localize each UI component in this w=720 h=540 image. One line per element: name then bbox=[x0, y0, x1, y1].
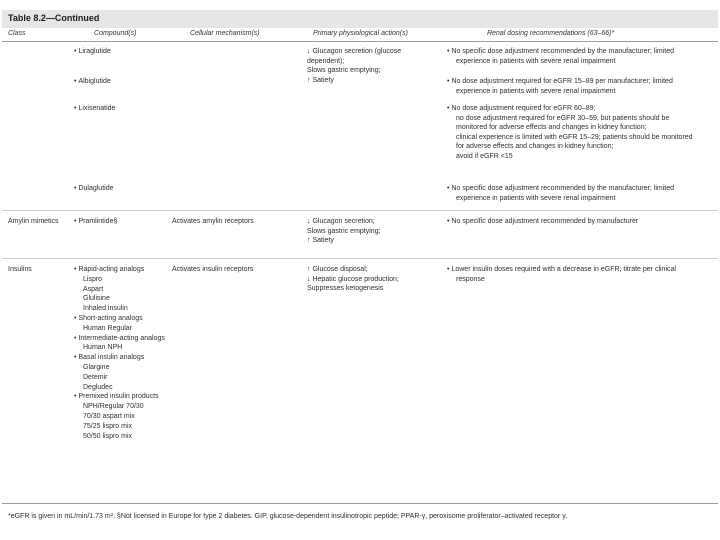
glp1-action-line: ↓ Glucagon secretion (glucose bbox=[307, 48, 402, 55]
renal-line: • No specific dose adjustment recommended by the manufacturer; limited bbox=[447, 184, 674, 194]
header-class: Class bbox=[8, 30, 26, 37]
renal-line: • Lower insulin doses required with a decrease in eGFR; titrate per clinical bbox=[447, 265, 676, 275]
insulin-compound: 70/30 aspart mix bbox=[83, 412, 135, 420]
table-title: Table 8.2—Continued bbox=[8, 13, 100, 23]
insulin-action bbox=[307, 265, 399, 294]
glp1-action-line: dependent); bbox=[307, 57, 345, 65]
insulin-compound: • Rapid-acting analogs bbox=[74, 265, 165, 275]
renal-albiglutide bbox=[447, 77, 673, 96]
renal-line: experience in patients with severe renal impairment bbox=[456, 57, 616, 65]
class-insulins: Insulins bbox=[8, 266, 32, 273]
compound-liraglutide: • Liraglutide bbox=[74, 47, 111, 57]
renal-line: monitored for adverse effects and changes in kidney function; bbox=[456, 124, 647, 132]
glp1-action bbox=[307, 47, 401, 85]
renal-line: avoid if eGFR <15 bbox=[456, 152, 513, 160]
renal-line: response bbox=[456, 275, 485, 283]
renal-line: no dose adjustment required for eGFR 30–59, but patients should be bbox=[456, 114, 670, 122]
insulin-compound: Human NPH bbox=[83, 344, 123, 352]
compound-lixisenatide: • Lixisenatide bbox=[74, 104, 115, 114]
renal-liraglutide bbox=[447, 47, 674, 66]
insulin-mechanism: Activates insulin receptors bbox=[172, 266, 254, 273]
amylin-action-line: ↓ Glucagon secretion; bbox=[307, 218, 375, 225]
renal-line: clinical experience is limited with eGFR 15–29; patients should be monitored bbox=[456, 133, 693, 141]
insulin-compound: • Premixed insulin products bbox=[74, 392, 165, 402]
table-bottom-rule bbox=[2, 503, 718, 504]
insulin-compound: Glulisine bbox=[83, 295, 110, 303]
compound-pramlintide: • Pramlintide§ bbox=[74, 217, 117, 227]
insulin-compound: • Basal insulin analogs bbox=[74, 353, 165, 363]
amylin-action-line: ↑ Satiety bbox=[307, 237, 334, 245]
header-compounds: Compound(s) bbox=[94, 30, 137, 37]
renal-line: experience in patients with severe renal impairment bbox=[456, 194, 616, 202]
row-divider bbox=[2, 258, 718, 259]
insulin-compound: Human Regular bbox=[83, 324, 133, 332]
amylin-renal: • No specific dose adjustment recommended by manufacturer bbox=[447, 217, 638, 227]
renal-line: experience in patients with severe renal impairment bbox=[456, 87, 616, 95]
insulin-action-line: Suppresses ketogenesis bbox=[307, 285, 384, 293]
header-action: Primary physiological action(s) bbox=[313, 30, 408, 37]
glp1-action-line: ↑ Satiety bbox=[307, 76, 334, 84]
insulin-compound: 75/25 lispro mix bbox=[83, 422, 133, 430]
insulin-compound: Glargine bbox=[83, 363, 110, 371]
renal-line: for adverse effects and changes in kidney function; bbox=[456, 143, 614, 151]
insulin-compound: • Intermediate-acting analogs bbox=[74, 334, 165, 344]
class-amylin: Amylin mimetics bbox=[8, 218, 59, 225]
insulin-compound: NPH/Regular 70/30 bbox=[83, 403, 144, 411]
insulin-compound-list bbox=[74, 265, 165, 441]
amylin-mechanism: Activates amylin receptors bbox=[172, 218, 254, 225]
insulin-compound: Detemir bbox=[83, 373, 108, 381]
renal-line: • No specific dose adjustment recommended by the manufacturer; limited bbox=[447, 47, 674, 57]
compound-dulaglutide: • Dulaglutide bbox=[74, 184, 113, 194]
insulin-compound: Degludec bbox=[83, 383, 113, 391]
insulin-compound: Inhaled insulin bbox=[83, 305, 128, 313]
renal-line: • No dose adjustment required for eGFR 60–89; bbox=[447, 104, 693, 114]
glp1-action-line: Slows gastric emptying; bbox=[307, 67, 381, 75]
renal-line: • No dose adjustment required for eGFR 15–89 per manufacturer; limited bbox=[447, 77, 673, 87]
table-title-bar bbox=[2, 10, 718, 28]
amylin-action bbox=[307, 217, 381, 246]
table-footnote: *eGFR is given in mL/min/1.73 m². §Not licensed in Europe for type 2 diabetes. GIP, glucose-dependent insulinotropic peptide; PPAR-γ, peroxisome proliferator–activated receptor γ. bbox=[8, 513, 568, 520]
insulin-compound: 50/50 lispro mix bbox=[83, 432, 133, 440]
insulin-compound: • Short-acting analogs bbox=[74, 314, 165, 324]
insulin-renal bbox=[447, 265, 676, 284]
insulin-action-line: ↑ Glucose disposal; bbox=[307, 266, 368, 273]
insulin-action-line: ↓ Hepatic glucose production; bbox=[307, 275, 399, 283]
renal-lixisenatide bbox=[447, 104, 693, 162]
header-divider bbox=[2, 41, 718, 42]
header-renal: Renal dosing recommendations (63–66)* bbox=[487, 30, 615, 37]
insulin-compound: Lispro bbox=[83, 275, 103, 283]
compound-albiglutide: • Albiglutide bbox=[74, 77, 111, 87]
renal-dulaglutide bbox=[447, 184, 674, 203]
header-mechanism: Cellular mechanism(s) bbox=[190, 30, 260, 37]
amylin-action-line: Slows gastric emptying; bbox=[307, 227, 381, 235]
row-divider bbox=[2, 210, 718, 211]
insulin-compound: Aspart bbox=[83, 285, 104, 293]
